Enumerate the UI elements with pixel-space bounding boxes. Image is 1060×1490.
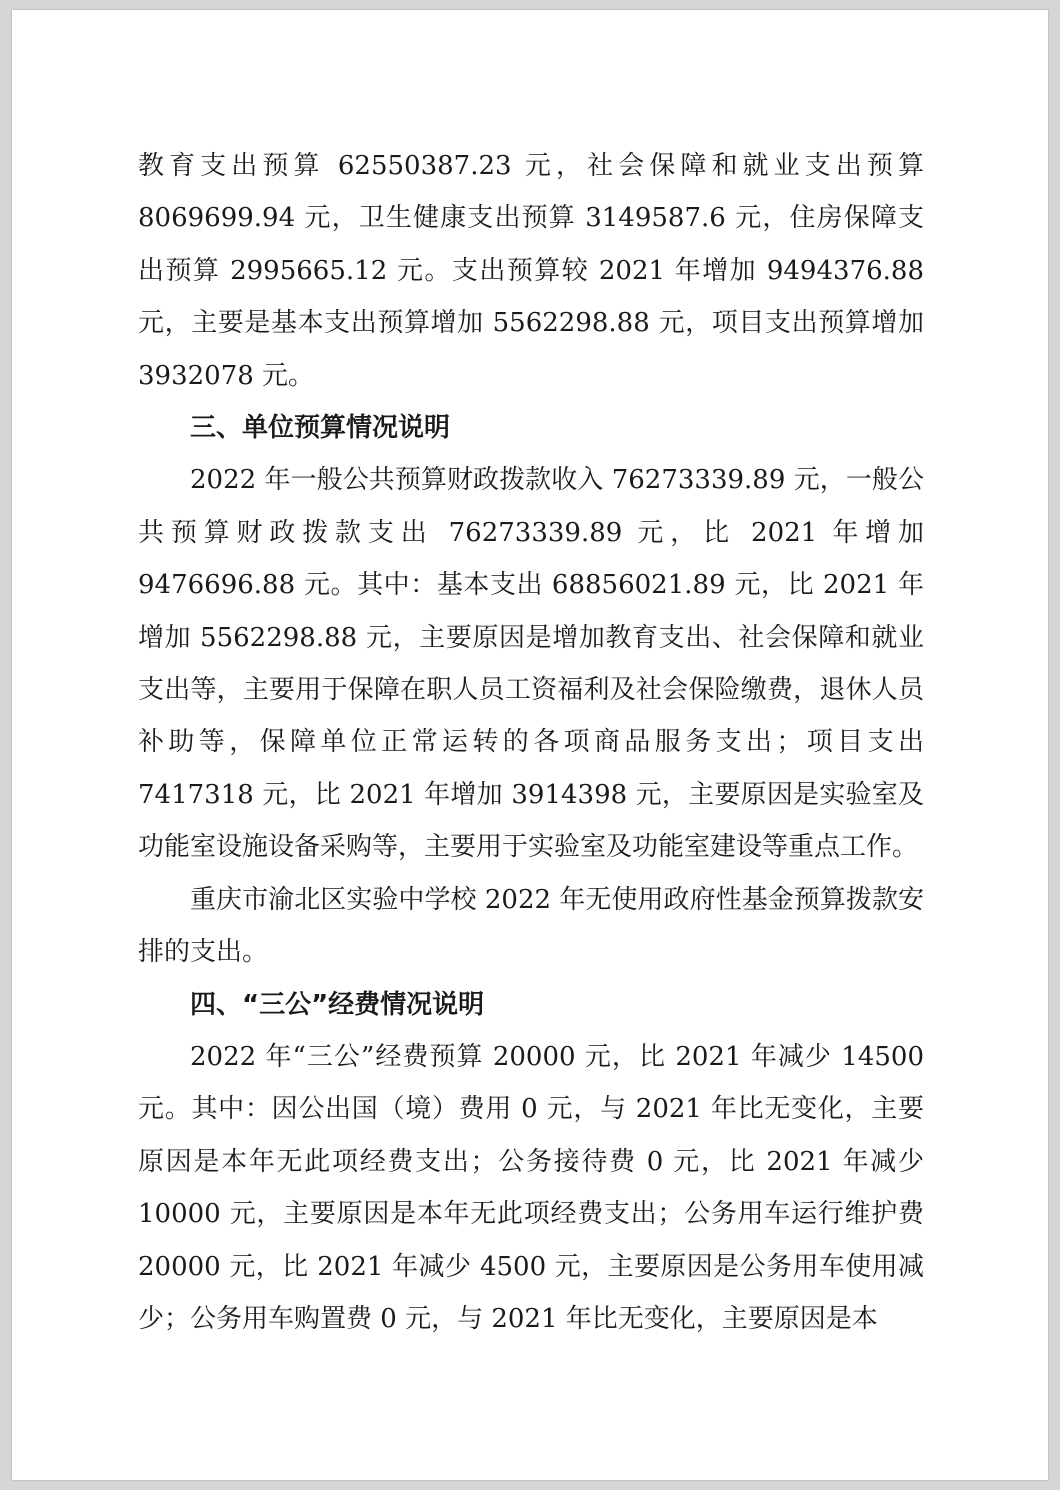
paragraph-expenditure-budget: 教育支出预算 62550387.23 元，社会保障和就业支出预算 8069699.94 元，卫生健康支出预算 3149587.6 元，住房保障支出预算 2995665.12 元。支出预算较 2021 年增加 9494376.88 元，主要是基本支出预算增加 5562298.88 元，项目支出预算增加 3932078 元。: [138, 151, 924, 391]
paragraph-fiscal-appropriation: 2022 年一般公共预算财政拨款收入 76273339.89 元，一般公共预算财政拨款支出 76273339.89 元，比 2021 年增加 9476696.88 元。其中：基本支出 68856021.89 元，比 2021 年增加 5562298.88 元，主要原因是增加教育支出、社会保障和就业支出等，主要用于保障在职人员工资福利及社会保险缴费，退休人员补助等，保障单位正常运转的各项商品服务支出；项目支出 7417318 元，比 2021 年增加 3914398 元，主要原因是实验室及功能室设施设备采购等，主要用于实验室及功能室建设等重点工作。: [138, 465, 924, 863]
section-heading-three-public: 四、“三公”经费情况说明: [190, 989, 485, 1020]
document-page: [12, 10, 1048, 1480]
paragraph-three-public-expenses: 2022 年“三公”经费预算 20000 元，比 2021 年减少 14500 元。其中：因公出国（境）费用 0 元，与 2021 年比无变化，主要原因是本年无此项经费支出；公务接待费 0 元，比 2021 年减少 10000 元，主要原因是本年无此项经费支出；公务用车运行维护费 20000 元，比 2021 年减少 4500 元，主要原因是公务用车使用减少；公务用车购置费 0 元，与 2021 年比无变化，主要原因是本: [138, 1041, 924, 1334]
section-heading-unit-budget: 三、单位预算情况说明: [190, 413, 451, 444]
paragraph-government-fund: 重庆市渝北区实验中学校 2022 年无使用政府性基金预算拨款安排的支出。: [138, 884, 924, 968]
document-body: [138, 140, 924, 1345]
